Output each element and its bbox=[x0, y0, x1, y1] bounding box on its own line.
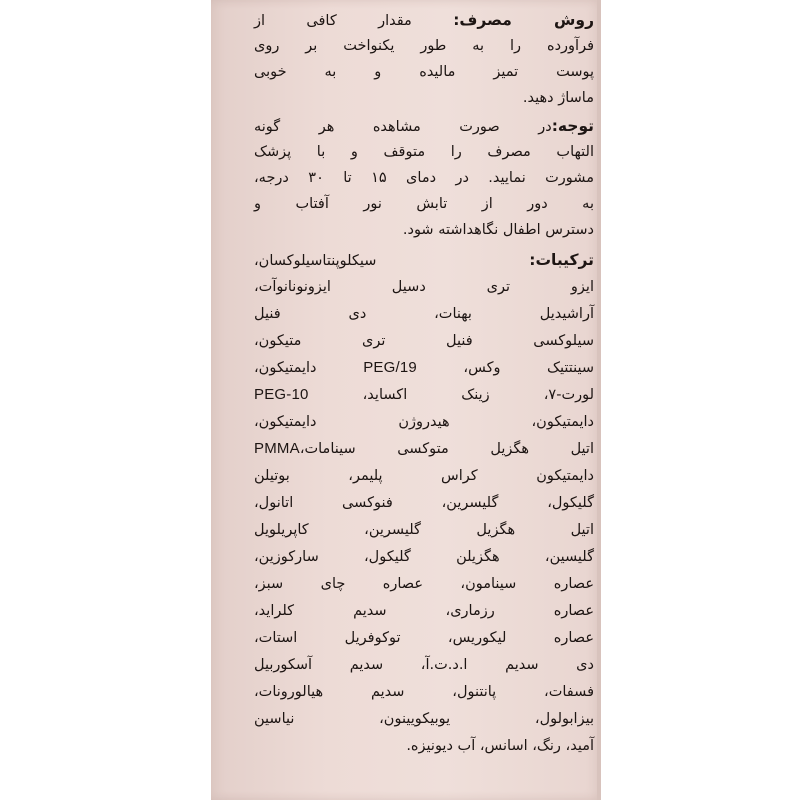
ingredients-line-3: آراشیدیل بهنات، دی فنیل bbox=[254, 306, 594, 322]
label-text-block bbox=[254, 0, 594, 800]
ingredients-text-6a: لورت-۷، زینک اکساید، bbox=[362, 387, 595, 403]
usage-line-4: ماساژ دهید. bbox=[522, 90, 594, 106]
notice-line-4: به دور از تابش نور آفتاب و bbox=[254, 196, 594, 212]
ingredients-line-12: گلیسین، هگزیلن گلیکول، سارکوزین، bbox=[254, 549, 594, 565]
ingredients-line-9: دایمتیکون کراس پلیمر، بوتیلن bbox=[254, 468, 594, 484]
peg10-label: PEG-10 bbox=[254, 386, 309, 403]
ingredients-line-18: بیزابولول، یوبیکویینون، نیاسین bbox=[254, 711, 594, 727]
ingredients-line-11: اتیل هگزیل گلیسرین، کاپریلویل bbox=[254, 522, 594, 538]
ingredients-line-19: آمید، رنگ، اسانس، آب دیونیزه. bbox=[406, 738, 594, 754]
usage-line-1 bbox=[254, 8, 594, 32]
notice-line-5: دسترس اطفال نگاهداشته شود. bbox=[402, 222, 594, 238]
notice-line-2: التهاب مصرف را متوقف و با پزشک bbox=[254, 144, 594, 160]
usage-line-3: پوست تمیز مالیده و به خوبی bbox=[254, 64, 594, 80]
ingredients-line-1 bbox=[254, 248, 594, 272]
notice-line-1 bbox=[254, 114, 594, 138]
peg19-label: PEG/19 bbox=[363, 359, 417, 376]
ingredients-line-2: ایزو تری دسیل ایزونونانوآت، bbox=[254, 279, 594, 295]
ingredients-line-10: گلیکول، گلیسرین، فنوکسی اتانول، bbox=[254, 495, 594, 511]
pmma-label: PMMA bbox=[254, 440, 300, 457]
ingredients-heading: ترکیبات: bbox=[529, 251, 594, 269]
ingredients-line-7: دایمتیکون، هیدروژن دایمتیکون، bbox=[254, 414, 594, 430]
notice-text-1: در صورت مشاهده هر گونه bbox=[254, 119, 552, 135]
ingredients-line-16: دی سدیم ا.د.ت.آ، سدیم آسکوربیل bbox=[254, 657, 594, 673]
ingredients-line-5 bbox=[254, 356, 594, 380]
ingredients-line-15: عصاره لیکوریس، توکوفریل استات، bbox=[254, 630, 594, 646]
ingredients-text-1: سیکلوپنتاسیلوکسان، bbox=[254, 253, 377, 269]
ingredients-line-4: سیلوکسی فنیل تری متیکون، bbox=[254, 333, 594, 349]
usage-line-2: فرآورده را به طور یکنواخت بر روی bbox=[254, 38, 594, 54]
ingredients-text-5c: دایمتیکون، bbox=[254, 360, 317, 376]
ingredients-line-6 bbox=[254, 383, 594, 407]
ingredients-line-8 bbox=[254, 437, 594, 461]
usage-text-1: مقدار کافی از bbox=[254, 13, 412, 29]
notice-heading: توجه: bbox=[551, 117, 594, 135]
notice-line-3: مشورت نمایید. در دمای ۱۵ تا ۳۰ درجه، bbox=[254, 170, 594, 186]
ingredients-line-14: عصاره رزماری، سدیم کلراید، bbox=[254, 603, 594, 619]
ingredients-line-13: عصاره سینامون، عصاره چای سبز، bbox=[254, 576, 594, 592]
usage-heading: روش مصرف: bbox=[453, 11, 594, 29]
ingredients-line-17: فسفات، پانتنول، سدیم هیالورونات، bbox=[254, 684, 594, 700]
ingredients-text-8a: اتیل هگزیل متوکسی سینامات، bbox=[299, 441, 594, 457]
ingredients-text-5a: سینتتیک وکس، bbox=[463, 360, 594, 376]
